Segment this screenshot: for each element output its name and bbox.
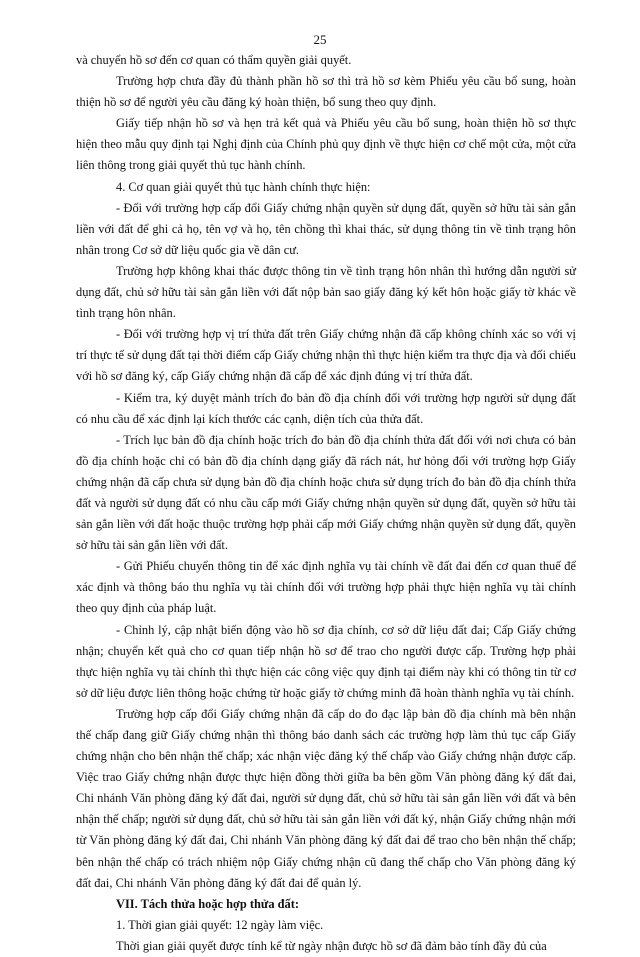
paragraph: - Gửi Phiếu chuyển thông tin để xác định nghĩa vụ tài chính về đất đai đến cơ quan thuế để xác định và thông báo thu nghĩa vụ tài chính đối với trường hợp phải thực hiện nghĩa vụ tài chính theo quy định của pháp luật. bbox=[76, 559, 576, 616]
paragraph: Trường hợp chưa đầy đủ thành phần hồ sơ thì trả hồ sơ kèm Phiếu yêu cầu bổ sung, hoàn thiện hồ sơ để người yêu cầu đăng ký hoàn thiện, bổ sung theo quy định. bbox=[76, 74, 576, 110]
paragraph: - Chỉnh lý, cập nhật biến động vào hồ sơ địa chính, cơ sở dữ liệu đất đai; Cấp Giấy chứng nhận; chuyển kết quả cho cơ quan tiếp nhận hồ sơ để trao cho người được cấp. Trường hợp phải thực hiện nghĩa vụ tài chính thì thực hiện các công việc quy định tại điểm này khi có thông tin từ cơ sở dữ liệu được liên thông hoặc chứng từ hoặc giấy tờ chứng minh đã hoàn thành nghĩa vụ tài chính. bbox=[76, 622, 576, 700]
paragraph: Trường hợp không khai thác được thông tin về tình trạng hôn nhân thì hướng dẫn người sử dụng đất, chủ sở hữu tài sản gắn liền với đất nộp bản sao giấy đăng ký kết hôn hoặc giấy tờ khác về tình trạng hôn nhân. bbox=[76, 263, 576, 321]
paragraph: Giấy tiếp nhận hồ sơ và hẹn trả kết quả và Phiếu yêu cầu bổ sung, hoàn thiện hồ sơ thực hiện theo mẫu quy định tại Nghị định của Chính phủ quy định về thực hiện cơ chế một cửa, một cửa liên thông trong giải quyết thủ tục hành chính. bbox=[76, 116, 576, 173]
page-number: 25 bbox=[313, 32, 327, 47]
paragraph: 4. Cơ quan giải quyết thủ tục hành chính thực hiện: bbox=[116, 179, 371, 194]
paragraph: - Đối với trường hợp vị trí thửa đất trên Giấy chứng nhận đã cấp không chính xác so với vị trí thực tế sử dụng đất tại thời điểm cấp Giấy chứng nhận thì thực hiện kiểm tra thực địa và đối chiếu với hồ sơ đăng ký, cấp Giấy chứng nhận đã cấp để xác định đúng vị trí thửa đất. bbox=[76, 327, 576, 384]
section-heading: VII. Tách thửa hoặc hợp thửa đất: bbox=[116, 896, 299, 911]
paragraph: và chuyển hồ sơ đến cơ quan có thẩm quyền giải quyết. bbox=[76, 53, 352, 67]
paragraph: 1. Thời gian giải quyết: 12 ngày làm việc. bbox=[116, 917, 324, 932]
paragraph: - Đối với trường hợp cấp đổi Giấy chứng nhận quyền sử dụng đất, quyền sở hữu tài sản gắn liền với đất để ghi cả họ, tên vợ và họ, tên chồng thì khai thác, sử dụng thông tin về tình trạng hôn nhân trong Cơ sở dữ liệu quốc gia về dân cư. bbox=[76, 200, 576, 257]
paragraph: - Kiểm tra, ký duyệt mảnh trích đo bản đồ địa chính đối với trường hợp người sử dụng đất có nhu cầu để xác định lại kích thước các cạnh, diện tích của thửa đất. bbox=[76, 390, 576, 426]
paragraph: Trường hợp cấp đổi Giấy chứng nhận đã cấp do đo đạc lập bản đồ địa chính mà bên nhận thế chấp đang giữ Giấy chứng nhận thì thông báo danh sách các trường hợp làm thủ tục cấp Giấy chứng nhận cho bên nhận thế chấp; xác nhận việc đăng ký thế chấp vào Giấy chứng nhận được cấp. Việc trao Giấy chứng nhận được thực hiện đồng thời giữa ba bên gồm Văn phòng đăng ký đất đai, Chi nhánh Văn phòng đăng ký đất đai, người sử dụng đất, chủ sở hữu tài sản gắn liền với đất và bên nhận thế chấp; người sử dụng đất, chủ sở hữu tài sản gắn liền với đất ký, nhận Giấy chứng nhận mới từ Văn phòng đăng ký đất đai, Chi nhánh Văn phòng đăng ký đất đai để trao cho bên nhận thế chấp; bên nhận thế chấp có trách nhiệm nộp Giấy chứng nhận cũ đang thế chấp cho Văn phòng đăng ký đất đai, Chi nhánh Văn phòng đăng ký đất đai để quản lý. bbox=[76, 706, 576, 890]
paragraph: - Trích lục bản đồ địa chính hoặc trích đo bản đồ địa chính thửa đất đối với nơi chưa có bản đồ địa chính hoặc chỉ có bản đồ địa chính dạng giấy đã rách nát, hư hỏng đối với trường hợp Giấy chứng nhận đã cấp chưa sử dụng bản đồ địa chính hoặc chưa sử dụng trích đo bản đồ địa chính thửa đất và người sử dụng đất có nhu cầu cấp mới Giấy chứng nhận quyền sử dụng đất, quyền sở hữu tài sản gắn liền với đất hoặc thuộc trường hợp phải cấp mới Giấy chứng nhận quyền sử dụng đất, quyền sở hữu tài sản gắn liền với đất. bbox=[76, 432, 576, 553]
paragraph: Thời gian giải quyết được tính kể từ ngày nhận được hồ sơ đã đảm bảo tính đầy đủ của bbox=[116, 938, 547, 953]
document-body bbox=[76, 50, 576, 957]
